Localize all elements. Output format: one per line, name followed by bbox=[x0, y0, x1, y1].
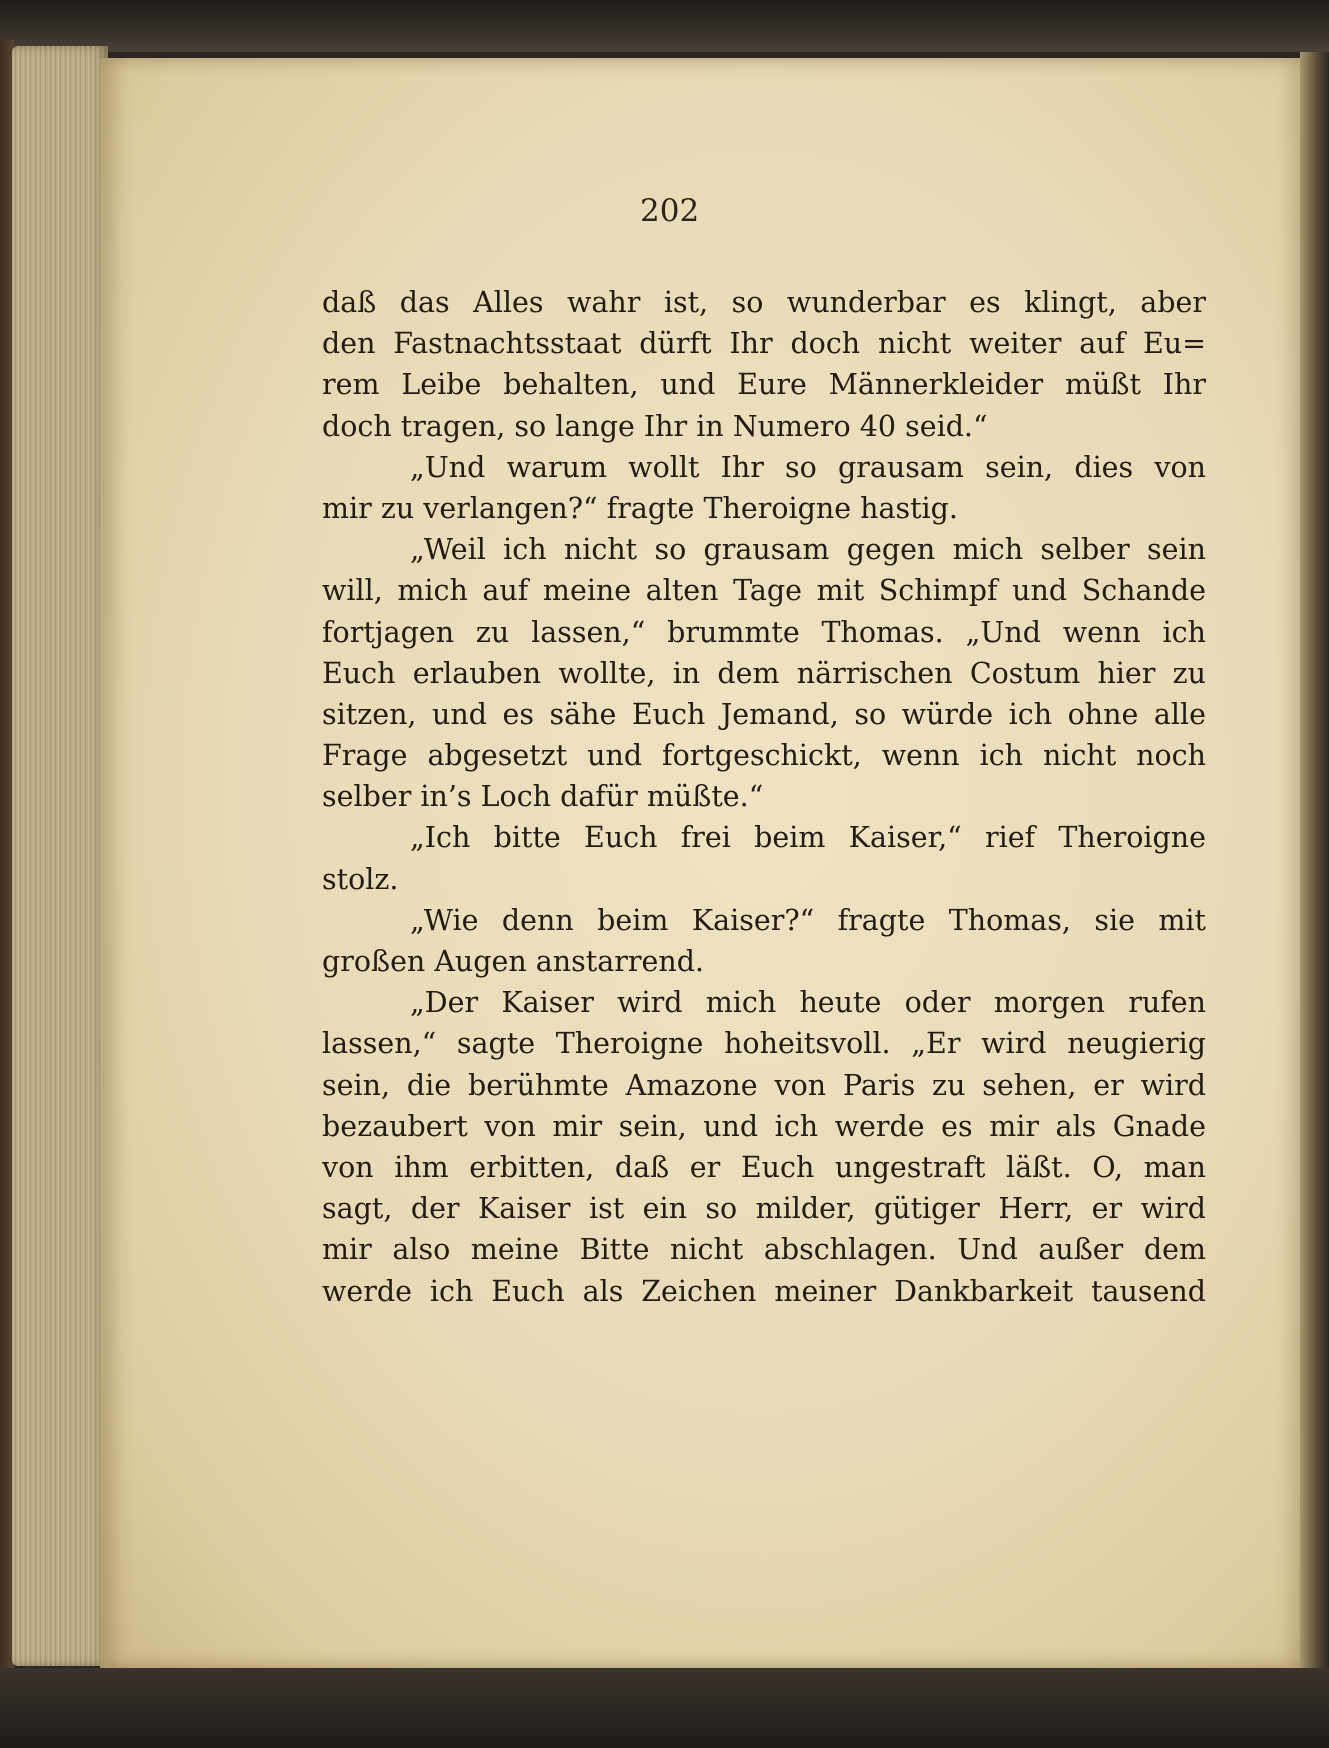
text-line: sagt, der Kaiser ist ein so milder, gütiger Herr, er wird bbox=[322, 1192, 1206, 1226]
background-bottom-edge bbox=[0, 1668, 1329, 1748]
page-edges-stack bbox=[12, 46, 108, 1666]
page-number: 202 bbox=[640, 193, 700, 229]
text-line: stolz. bbox=[322, 862, 399, 896]
text-line: von ihm erbitten, daß er Euch ungestraft läßt. O, man bbox=[322, 1150, 1206, 1184]
text-line: „Weil ich nicht so grausam gegen mich selber sein bbox=[410, 533, 1206, 567]
body-text bbox=[322, 282, 1206, 1312]
text-line: den Fastnachtsstaat dürft Ihr doch nicht weiter auf Eu= bbox=[322, 327, 1206, 361]
text-line: Frage abgesetzt und fortgeschickt, wenn ich nicht noch bbox=[322, 739, 1206, 773]
text-line: großen Augen anstarrend. bbox=[322, 945, 704, 978]
text-line: „Wie denn beim Kaiser?“ fragte Thomas, sie mit bbox=[410, 903, 1206, 937]
text-line: selber in’s Loch dafür müßte.“ bbox=[322, 780, 764, 814]
text-line: mir zu verlangen?“ fragte Theroigne hastig. bbox=[322, 491, 958, 525]
text-line: werde ich Euch als Zeichen meiner Dankbarkeit tausend bbox=[322, 1274, 1206, 1308]
text-line: fortjagen zu lassen,“ brummte Thomas. „Und wenn ich bbox=[322, 615, 1206, 649]
book-gutter bbox=[1300, 52, 1329, 1672]
text-line: sitzen, und es sähe Euch Jemand, so würde ich ohne alle bbox=[322, 697, 1206, 731]
text-line: „Der Kaiser wird mich heute oder morgen rufen bbox=[410, 986, 1206, 1020]
text-line: will, mich auf meine alten Tage mit Schimpf und Schande bbox=[322, 574, 1206, 608]
text-line: „Und warum wollt Ihr so grausam sein, dies von bbox=[410, 450, 1206, 484]
text-line: sein, die berühmte Amazone von Paris zu sehen, er wird bbox=[322, 1068, 1206, 1102]
text-line: doch tragen, so lange Ihr in Numero 40 seid.“ bbox=[322, 409, 988, 443]
text-line: Euch erlauben wollte, in dem närrischen Costum hier zu bbox=[322, 656, 1206, 690]
text-line: rem Leibe behalten, und Eure Männerkleider müßt Ihr bbox=[322, 368, 1206, 402]
text-line: mir also meine Bitte nicht abschlagen. Und außer dem bbox=[322, 1233, 1206, 1267]
text-line: bezaubert von mir sein, und ich werde es mir als Gnade bbox=[322, 1109, 1206, 1143]
text-line: lassen,“ sagte Theroigne hoheitsvoll. „Er wird neugierig bbox=[322, 1027, 1206, 1061]
text-line: daß das Alles wahr ist, so wunderbar es klingt, aber bbox=[322, 286, 1206, 319]
background-top-edge bbox=[0, 0, 1329, 52]
text-line: „Ich bitte Euch frei beim Kaiser,“ rief Theroigne bbox=[410, 821, 1206, 855]
